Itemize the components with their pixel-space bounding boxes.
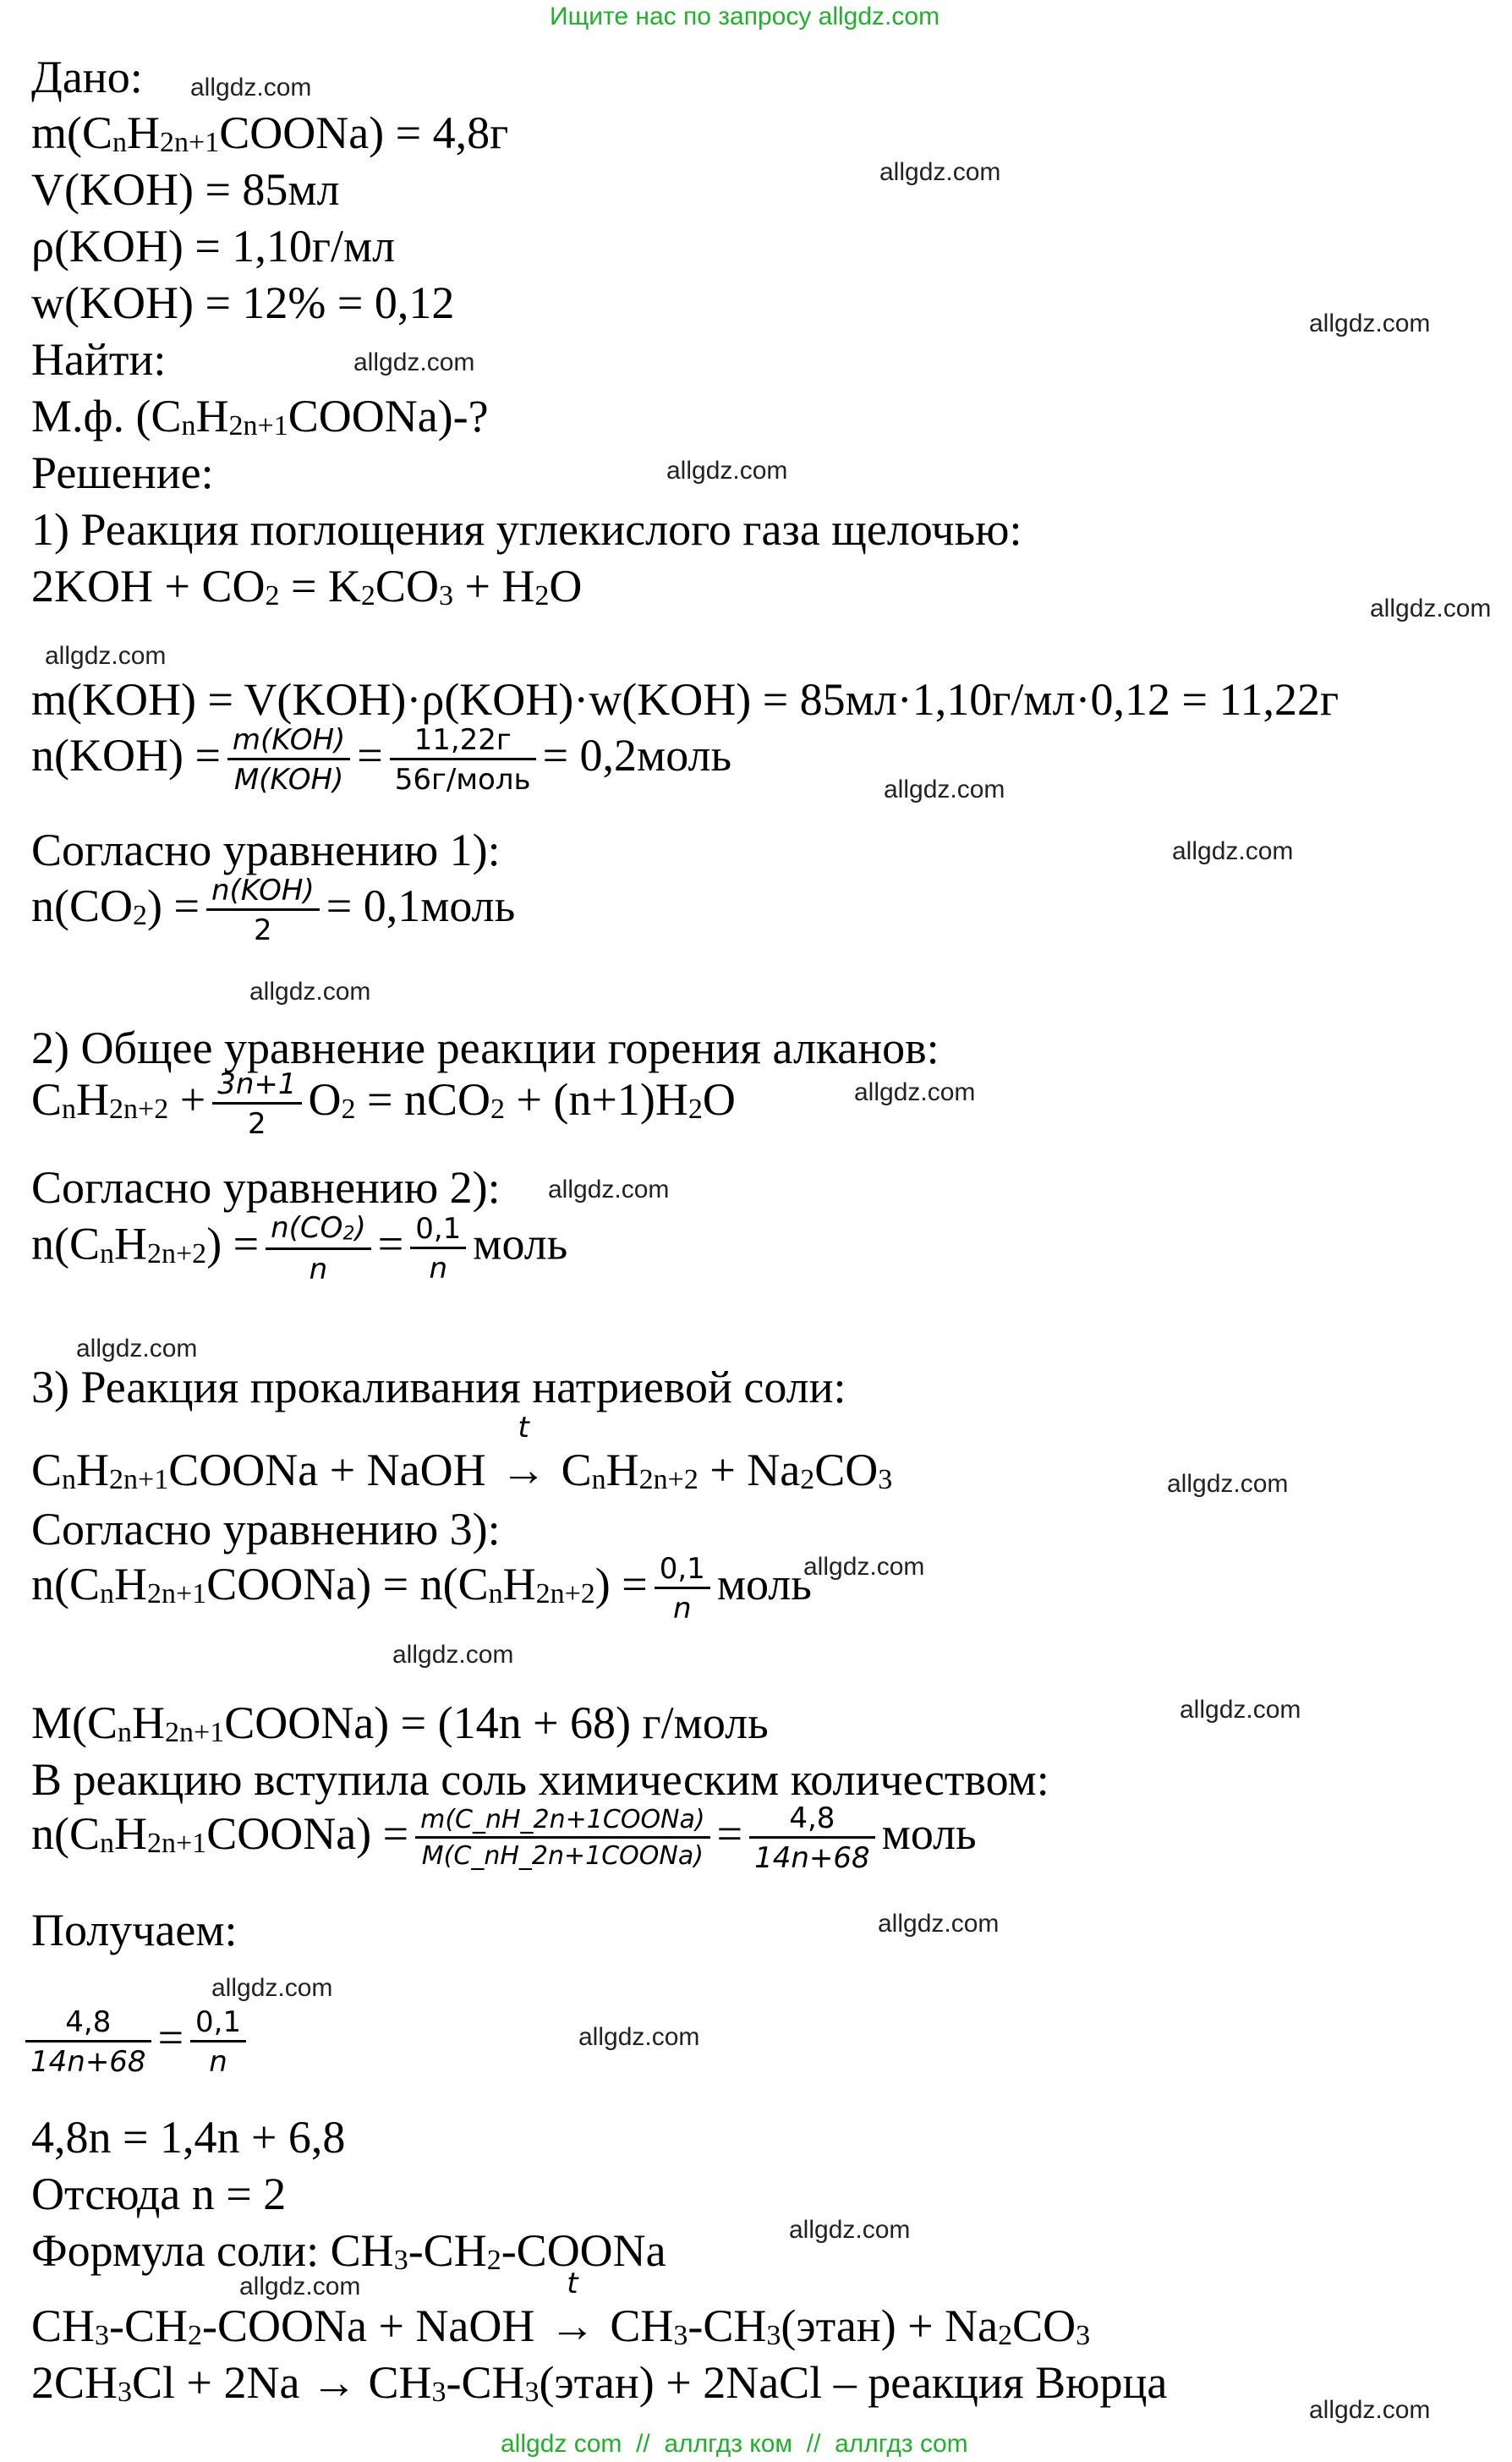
top-banner: Ищите нас по запросу allgdz.com bbox=[550, 3, 940, 30]
salt-formula: Формула соли: $CH_3-CH_2$-COONa bbox=[31, 2225, 666, 2277]
proportion: $\frac{4,8}{14n+68}$ = $\frac{0,1}{n}$ bbox=[25, 2008, 253, 2076]
koh-mass-calc: m(KOH) = V(KOH)·ρ(KOH)·w(KOH) = 85мл·1,10г/мл·0,12 = 11,22г bbox=[31, 674, 1339, 725]
watermark: allgdz.com bbox=[803, 1553, 925, 1581]
given-density: ρ(KOH) = 1,10г/мл bbox=[31, 221, 396, 271]
watermark: allgdz.com bbox=[392, 1641, 514, 1669]
fraction: $\frac{0,1}{n}$ bbox=[410, 1215, 466, 1283]
step1-title: 1) Реакция поглощения углекислого газа щелочью: bbox=[31, 504, 1022, 555]
amount-text: В реакцию вступила соль химическим количеством: bbox=[31, 1754, 1049, 1805]
reaction-arrow: t → bbox=[501, 1411, 547, 1495]
watermark: allgdz.com bbox=[548, 1176, 670, 1204]
given-title: Дано: bbox=[31, 52, 143, 102]
watermark: allgdz.com bbox=[76, 1335, 198, 1363]
find-target: М.ф. $(C_nH_{2n+1}COONa)-$? bbox=[31, 391, 489, 442]
fraction: $\frac{0,1}{n}$ bbox=[655, 1555, 710, 1623]
watermark: allgdz.com bbox=[879, 158, 1001, 186]
bottom-banner: allgdz com // аллгдз ком // аллгдз com bbox=[501, 2430, 968, 2458]
fraction: $\frac{\text{m(C\_nH\_2n+1COONa)}}{\text{M(C\_nH\_2n+1COONa)}}$ bbox=[415, 1807, 709, 1869]
fraction: $\frac{\text{m(KOH)}}{\text{M(KOH)}}$ bbox=[227, 726, 350, 794]
watermark: allgdz.com bbox=[211, 1974, 333, 2002]
fraction: $\frac{4,8}{14n+68}$ bbox=[749, 1804, 875, 1873]
per-equation-3: Согласно уравнению 3): bbox=[31, 1504, 501, 1555]
co2-amount-calc: $n(CO_2)$ = $\frac{\text{n(KOH)}}{2}$ = 0,1моль bbox=[31, 874, 516, 947]
given-fraction: w(KOH) = 12% = 0,12 bbox=[31, 277, 455, 328]
given-volume: V(KOH) = 85мл bbox=[31, 164, 340, 215]
watermark: allgdz.com bbox=[666, 457, 788, 485]
watermark: allgdz.com bbox=[45, 642, 167, 670]
find-title: Найти: bbox=[31, 334, 167, 385]
watermark: allgdz.com bbox=[789, 2216, 911, 2244]
linear-equation: 4,8n = 1,4n + 6,8 bbox=[31, 2112, 346, 2163]
equation-5: $2CH_3Cl + 2Na$ → $CH_3-CH_3(этан)$ + 2NaCl – реакция Вюрца bbox=[31, 2357, 1168, 2409]
fraction: $\frac{3n+1}{2}$ bbox=[212, 1070, 301, 1138]
result-n: Отсюда n = 2 bbox=[31, 2169, 287, 2219]
watermark: allgdz.com bbox=[249, 978, 371, 1006]
watermark: allgdz.com bbox=[1370, 595, 1492, 622]
watermark: allgdz.com bbox=[878, 1910, 1000, 1938]
fraction: $\frac{n(CO_2)}{n}$ bbox=[266, 1214, 371, 1284]
reaction-arrow: t → bbox=[549, 2267, 595, 2351]
fraction: $\frac{11,22г}{\text{56г/моль}}$ bbox=[390, 726, 536, 794]
solution-title: Решение: bbox=[31, 447, 214, 498]
watermark: allgdz.com bbox=[1309, 310, 1431, 337]
per-equation-2: Согласно уравнению 2): bbox=[31, 1162, 501, 1213]
equation-4: $CH_3-CH_2$-COONa + NaOH t → $CH_3-CH_3(этан) + Na_2CO_3$ bbox=[31, 2267, 1091, 2352]
watermark: allgdz.com bbox=[353, 348, 475, 376]
koh-amount-calc: n(KOH) = $\frac{\text{m(KOH)}}{\text{M(KOH)}}$ = $\frac{11,22г}{\text{56г/моль}}$ = 0,2моль bbox=[31, 723, 732, 797]
watermark: allgdz.com bbox=[239, 2273, 361, 2300]
equation-2: $C_nH_{2n+2}$ + $\frac{3n+1}{2}$ $O_2 = nCO_2 + (n+1)H_2O$ bbox=[31, 1067, 736, 1141]
watermark: allgdz.com bbox=[1309, 2396, 1431, 2424]
step2-title: 2) Общее уравнение реакции горения алканов: bbox=[31, 1023, 940, 1073]
watermark: allgdz.com bbox=[1167, 1470, 1289, 1498]
salt-molar-mass: $M(C_nH_{2n+1}COONa) = (14n + 68)$ г/моль bbox=[31, 1697, 769, 1749]
watermark: allgdz.com bbox=[854, 1078, 976, 1106]
watermark: allgdz.com bbox=[1172, 837, 1294, 865]
watermark: allgdz.com bbox=[884, 776, 1005, 803]
equation-3: $C_nH_{2n+1}COONa$ + NaOH t → $C_nH_{2n+2} + Na_2CO_3$ bbox=[31, 1411, 893, 1496]
step3-title: 3) Реакция прокаливания натриевой соли: bbox=[31, 1362, 846, 1412]
alkane-amount-calc: $n(C_nH_{2n+2})$ = $\frac{n(CO_2)}{n}$ = $\frac{0,1}{n}$ моль bbox=[31, 1211, 568, 1286]
equation-1: $2KOH + CO_2 = K_2CO_3 + H_2O$ bbox=[31, 561, 583, 612]
given-mass: $m(C_nH_{2n+1}COONa) = 4,8г$ bbox=[31, 107, 509, 159]
per-equation-1: Согласно уравнению 1): bbox=[31, 825, 501, 875]
watermark: allgdz.com bbox=[190, 74, 312, 101]
fraction: $\frac{0,1}{n}$ bbox=[190, 2008, 246, 2076]
salt-amount-calc-1: $n(C_nH_{2n+1}COONa) = n(C_nH_{2n+2})$ = $\frac{0,1}{n}$ моль bbox=[31, 1552, 812, 1626]
salt-amount-calc-2: $n(C_nH_{2n+1}COONa)$ = $\frac{\text{m(C\_nH\_2n+1COONa)}}{\text{M(C\_nH\_2n+1COONa)}}$ = $\frac{4,8}{14n+68}$ моль bbox=[31, 1801, 977, 1875]
watermark: allgdz.com bbox=[578, 2023, 700, 2051]
watermark: allgdz.com bbox=[1180, 1696, 1301, 1724]
fraction: $\frac{4,8}{14n+68}$ bbox=[25, 2008, 151, 2076]
get-text: Получаем: bbox=[31, 1905, 238, 1955]
fraction: $\frac{\text{n(KOH)}}{2}$ bbox=[206, 876, 320, 945]
